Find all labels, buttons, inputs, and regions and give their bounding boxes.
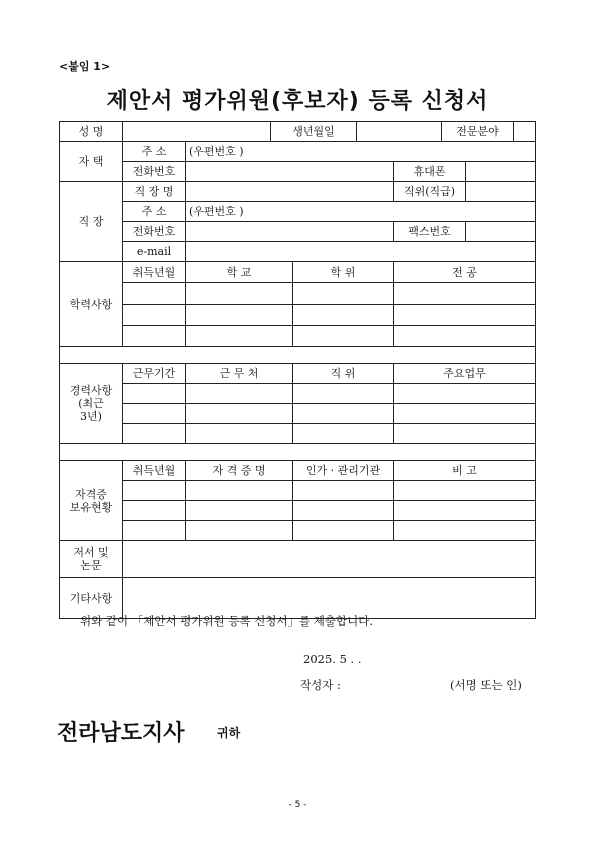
- education-cell[interactable]: [293, 325, 394, 346]
- publications-field[interactable]: [123, 541, 536, 578]
- spacer-row: [60, 347, 536, 364]
- education-col-major: 전 공: [394, 262, 536, 283]
- career-cell[interactable]: [293, 404, 394, 424]
- education-col-degree: 학 위: [293, 262, 394, 283]
- career-cell[interactable]: [186, 384, 293, 404]
- license-cell[interactable]: [186, 521, 293, 541]
- email-label: e-mail: [123, 242, 186, 262]
- license-cell[interactable]: [293, 501, 394, 521]
- publications-label-line-1: 저서 및: [73, 546, 109, 559]
- license-cell[interactable]: [123, 501, 186, 521]
- education-col-school: 학 교: [186, 262, 293, 283]
- education-section-label: 학력사항: [60, 262, 123, 347]
- career-section-label: [60, 364, 123, 444]
- company-label: 직 장 명: [123, 182, 186, 202]
- company-field[interactable]: [186, 182, 394, 202]
- career-col-workplace: 근 무 처: [186, 364, 293, 384]
- career-cell[interactable]: [394, 384, 536, 404]
- license-cell[interactable]: [123, 481, 186, 501]
- birth-field[interactable]: [357, 122, 442, 142]
- mobile-field[interactable]: [466, 162, 536, 182]
- license-col-date: 취득년월: [123, 461, 186, 481]
- home-address-label: 주 소: [123, 142, 186, 162]
- license-col-agency: 인가 · 관리기관: [293, 461, 394, 481]
- work-phone-label: 전화번호: [123, 222, 186, 242]
- page-number: - 5 -: [288, 800, 307, 810]
- career-cell[interactable]: [394, 424, 536, 444]
- writer-label: 작성자 :: [300, 678, 341, 692]
- license-cell[interactable]: [293, 521, 394, 541]
- license-cell[interactable]: [123, 521, 186, 541]
- career-col-period: 근무기간: [123, 364, 186, 384]
- signature-note: (서명 또는 인): [450, 678, 522, 692]
- education-cell[interactable]: [394, 325, 536, 346]
- education-cell[interactable]: [123, 304, 186, 325]
- career-cell[interactable]: [186, 424, 293, 444]
- annex-label: <붙임 1>: [59, 60, 111, 73]
- home-section-label: 자 택: [60, 142, 123, 182]
- career-cell[interactable]: [123, 424, 186, 444]
- home-phone-label: 전화번호: [123, 162, 186, 182]
- career-cell[interactable]: [394, 404, 536, 424]
- submission-date: 2025. 5 . .: [303, 652, 362, 666]
- education-cell[interactable]: [186, 283, 293, 304]
- career-col-duty: 주요업무: [394, 364, 536, 384]
- education-cell[interactable]: [123, 283, 186, 304]
- education-cell[interactable]: [293, 283, 394, 304]
- fax-label: 팩스번호: [394, 222, 466, 242]
- career-label-line-2: (최근: [78, 397, 104, 410]
- field-label: 전문분야: [442, 122, 514, 142]
- license-cell[interactable]: [394, 481, 536, 501]
- license-col-note: 비 고: [394, 461, 536, 481]
- recipient: 전라남도지사: [57, 721, 185, 746]
- education-cell[interactable]: [186, 325, 293, 346]
- license-cell[interactable]: [186, 501, 293, 521]
- page-title: 제안서 평가위원(후보자) 등록 신청서: [106, 89, 489, 114]
- field-field[interactable]: [514, 122, 536, 142]
- education-cell[interactable]: [293, 304, 394, 325]
- registration-form-table: [59, 121, 536, 619]
- career-cell[interactable]: [186, 404, 293, 424]
- name-label: 성 명: [60, 122, 123, 142]
- career-label-line-3: 3년): [80, 410, 102, 423]
- birth-label: 생년월일: [271, 122, 357, 142]
- license-col-name: 자 격 증 명: [186, 461, 293, 481]
- education-col-date: 취득년월: [123, 262, 186, 283]
- spacer-row: [60, 444, 536, 461]
- career-label-line-1: 경력사항: [69, 384, 113, 397]
- license-cell[interactable]: [394, 501, 536, 521]
- education-cell[interactable]: [123, 325, 186, 346]
- honorific: 귀하: [217, 726, 241, 740]
- mobile-label: 휴대폰: [394, 162, 466, 182]
- declaration-text: 위와 같이 「제안서 평가위원 등록 신청서」를 제출합니다.: [80, 614, 373, 628]
- education-cell[interactable]: [186, 304, 293, 325]
- education-cell[interactable]: [394, 304, 536, 325]
- home-address-field[interactable]: (우편번호 ): [186, 142, 536, 162]
- license-cell[interactable]: [394, 521, 536, 541]
- license-section-label: [60, 461, 123, 541]
- license-cell[interactable]: [186, 481, 293, 501]
- home-phone-field[interactable]: [186, 162, 394, 182]
- position-field[interactable]: [466, 182, 536, 202]
- career-cell[interactable]: [123, 404, 186, 424]
- position-label: 직위(직급): [394, 182, 466, 202]
- name-field[interactable]: [123, 122, 271, 142]
- career-cell[interactable]: [293, 424, 394, 444]
- email-field[interactable]: [186, 242, 536, 262]
- education-cell[interactable]: [394, 283, 536, 304]
- work-address-label: 주 소: [123, 202, 186, 222]
- work-address-field[interactable]: (우편번호 ): [186, 202, 536, 222]
- license-label-line-2: 보유현황: [69, 500, 113, 514]
- publications-label-line-2: 논문: [80, 559, 102, 572]
- career-cell[interactable]: [123, 384, 186, 404]
- other-label: 기타사항: [60, 578, 123, 619]
- license-cell[interactable]: [293, 481, 394, 501]
- work-phone-field[interactable]: [186, 222, 394, 242]
- career-cell[interactable]: [293, 384, 394, 404]
- career-col-position: 직 위: [293, 364, 394, 384]
- publications-label: [60, 541, 123, 578]
- license-label-line-1: 자격증: [75, 487, 107, 501]
- work-section-label: 직 장: [60, 182, 123, 262]
- fax-field[interactable]: [466, 222, 536, 242]
